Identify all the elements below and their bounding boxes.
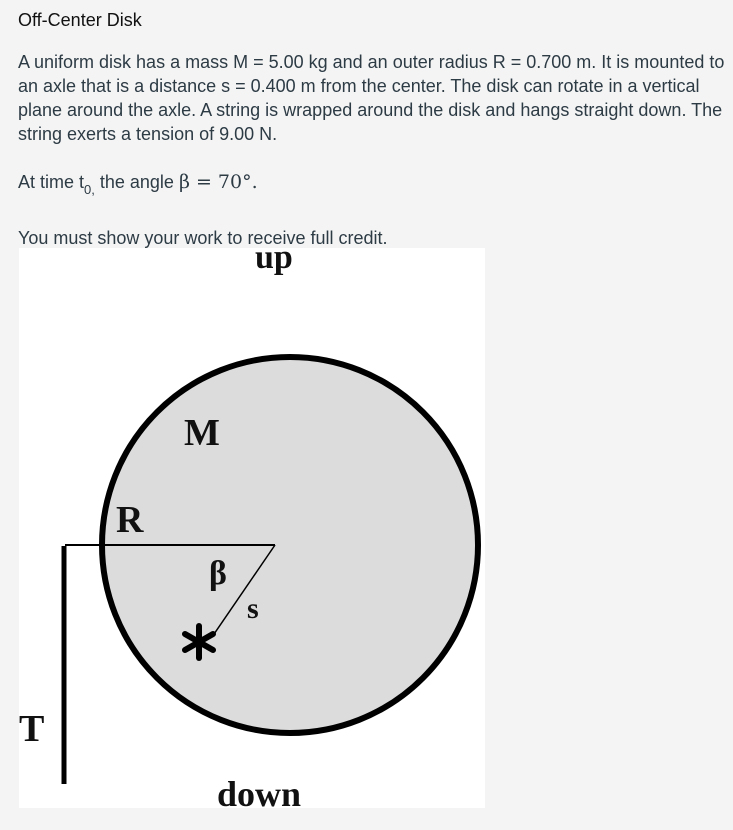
time-mid: the angle [94,172,179,192]
problem-description: A uniform disk has a mass M = 5.00 kg and an outer radius R = 0.700 m. It is mounted to an axle that is a distance s = 0.400 m from the center. The disk can rotate in a vertical plane around the axle. A string is wrapped around the disk and hangs straight down. The string exerts a tension of 9.00 N. [18,52,725,144]
label-radius: R [116,499,144,541]
disk-figure [19,248,485,808]
label-up: up [255,248,293,276]
label-angle: β [209,555,227,592]
time-subscript: 0, [84,182,95,197]
label-down: down [217,774,302,808]
label-mass: M [184,412,220,454]
problem-title: Off-Center Disk [18,10,142,30]
angle-expression: β = 70°. [178,171,258,193]
initial-angle-statement [18,170,258,196]
label-offset: s [247,592,259,625]
time-prefix: At time t [18,172,85,192]
disk-diagram [19,248,485,808]
work-note: You must show your work to receive full credit. [18,228,388,248]
label-tension: T [19,708,45,750]
